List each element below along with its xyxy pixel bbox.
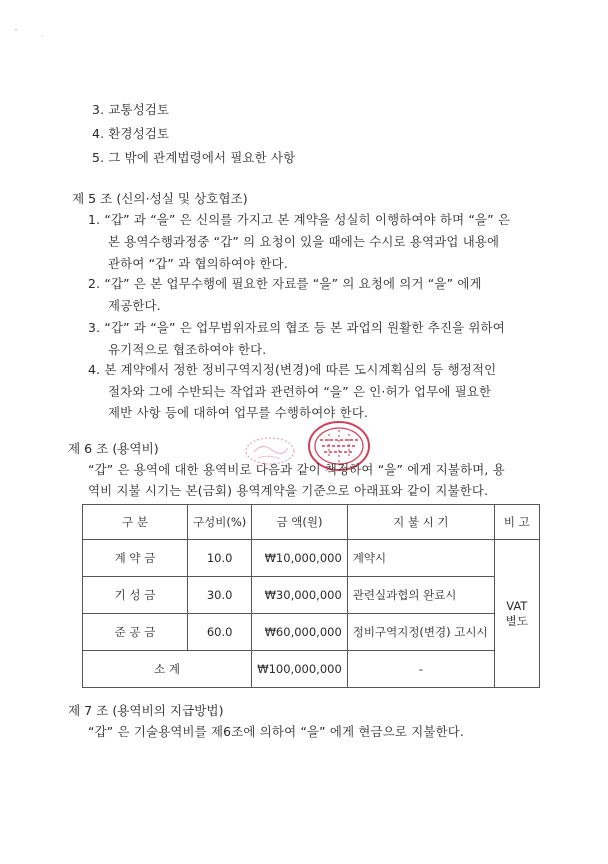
note-line: 별도 [505, 613, 528, 628]
cell-timing: 정비구역지정(변경) 고시시 [347, 614, 494, 651]
cell-ratio: 10.0 [188, 540, 252, 577]
header-amount: 금 액(원) [252, 505, 348, 540]
header-ratio: 구성비(%) [188, 505, 252, 540]
article-6-line: “갑” 은 용역에 대한 용역비로 다음과 같이 책정하여 “을” 에게 지불하며, 용 [88, 462, 505, 477]
table-row [83, 614, 540, 651]
table-total-row [83, 651, 540, 688]
list-item-4: 4. 환경성검토 [92, 126, 170, 141]
article-7-line: “갑” 은 기술용역비를 제6조에 의하여 “을” 에게 현금으로 지불한다. [88, 724, 465, 739]
table-row [83, 577, 540, 614]
article-7-heading: 제 7 조 (용역비의 지급방법) [68, 703, 224, 718]
article-5-line: 1. “갑” 과 “을” 은 신의를 가지고 본 계약을 성실히 이행하여야 하며 “을” 은 [88, 212, 511, 227]
article-6-heading: 제 6 조 (용역비) [68, 441, 159, 456]
note-line: VAT [506, 598, 528, 613]
table-header-row [83, 505, 540, 540]
header-category: 구 분 [83, 505, 188, 540]
cell-note [494, 540, 539, 688]
cell-ratio: 60.0 [188, 614, 252, 651]
header-timing: 지 불 시 기 [347, 505, 494, 540]
cell-amount: ₩10,000,000 [252, 540, 348, 577]
article-5-line: 제공한다. [108, 298, 161, 313]
payment-table [82, 504, 540, 688]
total-label: 소 계 [83, 651, 252, 688]
cell-category: 준 공 금 [83, 614, 188, 651]
article-5-line: 본 용역수행과정중 “갑” 의 요청이 있을 때에는 수시로 용역과업 내용에 [108, 234, 500, 249]
article-5-line: 관하여 “갑” 과 협의하여야 한다. [108, 256, 288, 271]
list-item-3: 3. 교통성검토 [92, 102, 170, 117]
article-6-line: 역비 지불 시기는 본(금회) 용역계약을 기준으로 아래표와 같이 지불한다. [88, 483, 489, 498]
cell-timing: 계약시 [347, 540, 494, 577]
table-row [83, 540, 540, 577]
article-5-line: 절차와 그에 수반되는 작업과 관련하여 “을” 은 인·허가 업무에 필요한 [108, 384, 492, 399]
cell-category: 계 약 금 [83, 540, 188, 577]
total-amount: ₩100,000,000 [252, 651, 348, 688]
cell-category: 기 성 금 [83, 577, 188, 614]
cell-timing: 관련실과협의 완료시 [347, 577, 494, 614]
article-5-line: 3. “갑” 과 “을” 은 업무범위자료의 협조 등 본 과업의 원활한 추진을 위하여 [88, 320, 505, 335]
list-item-5: 5. 그 밖에 관계법령에서 필요한 사항 [92, 150, 296, 165]
cell-amount: ₩30,000,000 [252, 577, 348, 614]
cell-ratio: 30.0 [188, 577, 252, 614]
article-5-line: 유기적으로 협조하여야 한다. [108, 342, 267, 357]
article-5-line: 2. “갑” 은 본 업무수행에 필요한 자료를 “을” 의 요청에 의거 “을” 에게 [88, 276, 482, 291]
cell-amount: ₩60,000,000 [252, 614, 348, 651]
article-5-heading: 제 5 조 (신의·성실 및 상호협조) [72, 191, 248, 206]
article-5-line: 4. 본 계약에서 정한 정비구역지정(변경)에 따른 도시계획심의 등 행정적인 [88, 362, 497, 377]
article-5-line: 제반 사항 등에 대하여 업무를 수행하여야 한다. [108, 405, 369, 420]
scan-specks [12, 24, 52, 44]
total-timing: - [347, 651, 494, 688]
header-note: 비 고 [494, 505, 539, 540]
